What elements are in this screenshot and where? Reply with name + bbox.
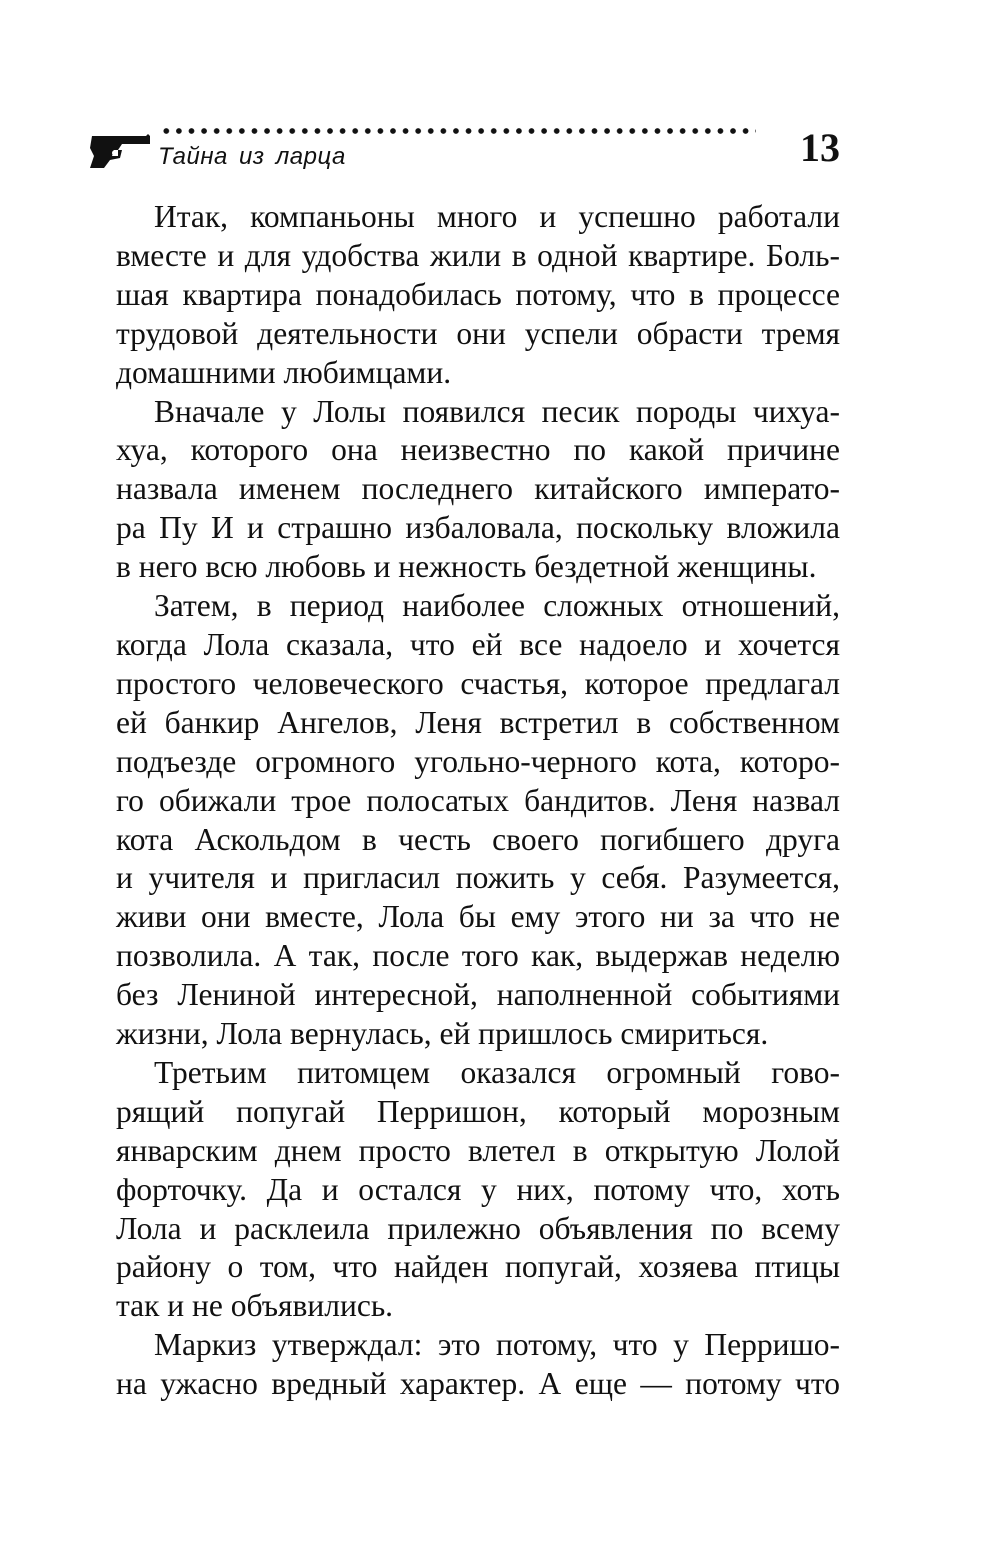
paragraph bbox=[116, 1326, 840, 1404]
text-line: домашними любимцами. bbox=[116, 354, 452, 390]
text-line: позволила. А так, после того как, выдержав неделю bbox=[116, 938, 840, 974]
paragraph bbox=[116, 198, 840, 393]
text-line: живи они вместе, Лола бы ему этого ни за что не bbox=[116, 899, 840, 935]
text-line: простого человеческого счастья, которое предлагал bbox=[116, 665, 840, 701]
text-line: Третьим питомцем оказался огромный гово- bbox=[154, 1054, 840, 1090]
text-line: Вначале у Лолы появился песик породы чихуа- bbox=[154, 393, 840, 429]
text-line: без Лениной интересной, наполненной событиями bbox=[116, 977, 840, 1013]
text-line: январским днем просто влетел в открытую Лолой bbox=[116, 1132, 840, 1168]
text-line: вместе и для удобства жили в одной квартире. Боль- bbox=[116, 237, 840, 273]
text-line: ей банкир Ангелов, Леня встретил в собственном bbox=[116, 704, 840, 740]
text-line: Маркиз утверждал: это потому, что у Перришо- bbox=[154, 1327, 840, 1363]
revolver-icon bbox=[88, 130, 150, 170]
text-line: так и не объявились. bbox=[116, 1288, 394, 1324]
text-line: форточку. Да и остался у них, потому что, хоть bbox=[116, 1171, 840, 1207]
text-line: когда Лола сказала, что ей все надоело и хочется bbox=[116, 626, 840, 662]
text-line: кота Аскольдом в честь своего погибшего друга bbox=[116, 821, 840, 857]
text-line: назвала именем последнего китайского императо- bbox=[116, 471, 840, 507]
page-number: 13 bbox=[800, 125, 840, 170]
text-line: в него всю любовь и нежность бездетной женщины. bbox=[116, 549, 817, 585]
paragraph bbox=[116, 587, 840, 1054]
text-line: Итак, компаньоны много и успешно работали bbox=[154, 199, 840, 234]
text-line: шая квартира понадобилась потому, что в процессе bbox=[116, 276, 840, 312]
dot-leader bbox=[160, 126, 756, 136]
text-line: ра Пу И и страшно избаловала, поскольку вложила bbox=[116, 510, 840, 546]
text-line: и учителя и пригласил пожить у себя. Разумеется, bbox=[116, 860, 840, 896]
running-head bbox=[88, 120, 844, 180]
text-line: рящий попугай Перришон, который морозным bbox=[116, 1093, 840, 1129]
book-title: Тайна из ларца bbox=[158, 143, 346, 170]
text-line: Лола и расклеила прилежно объявления по всему bbox=[116, 1210, 840, 1246]
text-line: жизни, Лола вернулась, ей пришлось смириться. bbox=[116, 1016, 769, 1052]
body-text bbox=[116, 198, 840, 1404]
paragraph bbox=[116, 1054, 840, 1326]
paragraph bbox=[116, 393, 840, 588]
text-line: трудовой деятельности они успели обрасти тремя bbox=[116, 315, 840, 351]
text-line: го обижали трое полосатых бандитов. Леня назвал bbox=[116, 782, 840, 818]
text-line: Затем, в период наиболее сложных отношений, bbox=[154, 588, 840, 624]
text-line: хуа, которого она неизвестно по какой причине bbox=[116, 432, 840, 468]
text-line: на ужасно вредный характер. А еще — потому что bbox=[116, 1366, 840, 1402]
text-line: подъезде огромного угольно-черного кота, которо- bbox=[116, 743, 840, 779]
text-line: району о том, что найден попугай, хозяева птицы bbox=[116, 1249, 840, 1285]
